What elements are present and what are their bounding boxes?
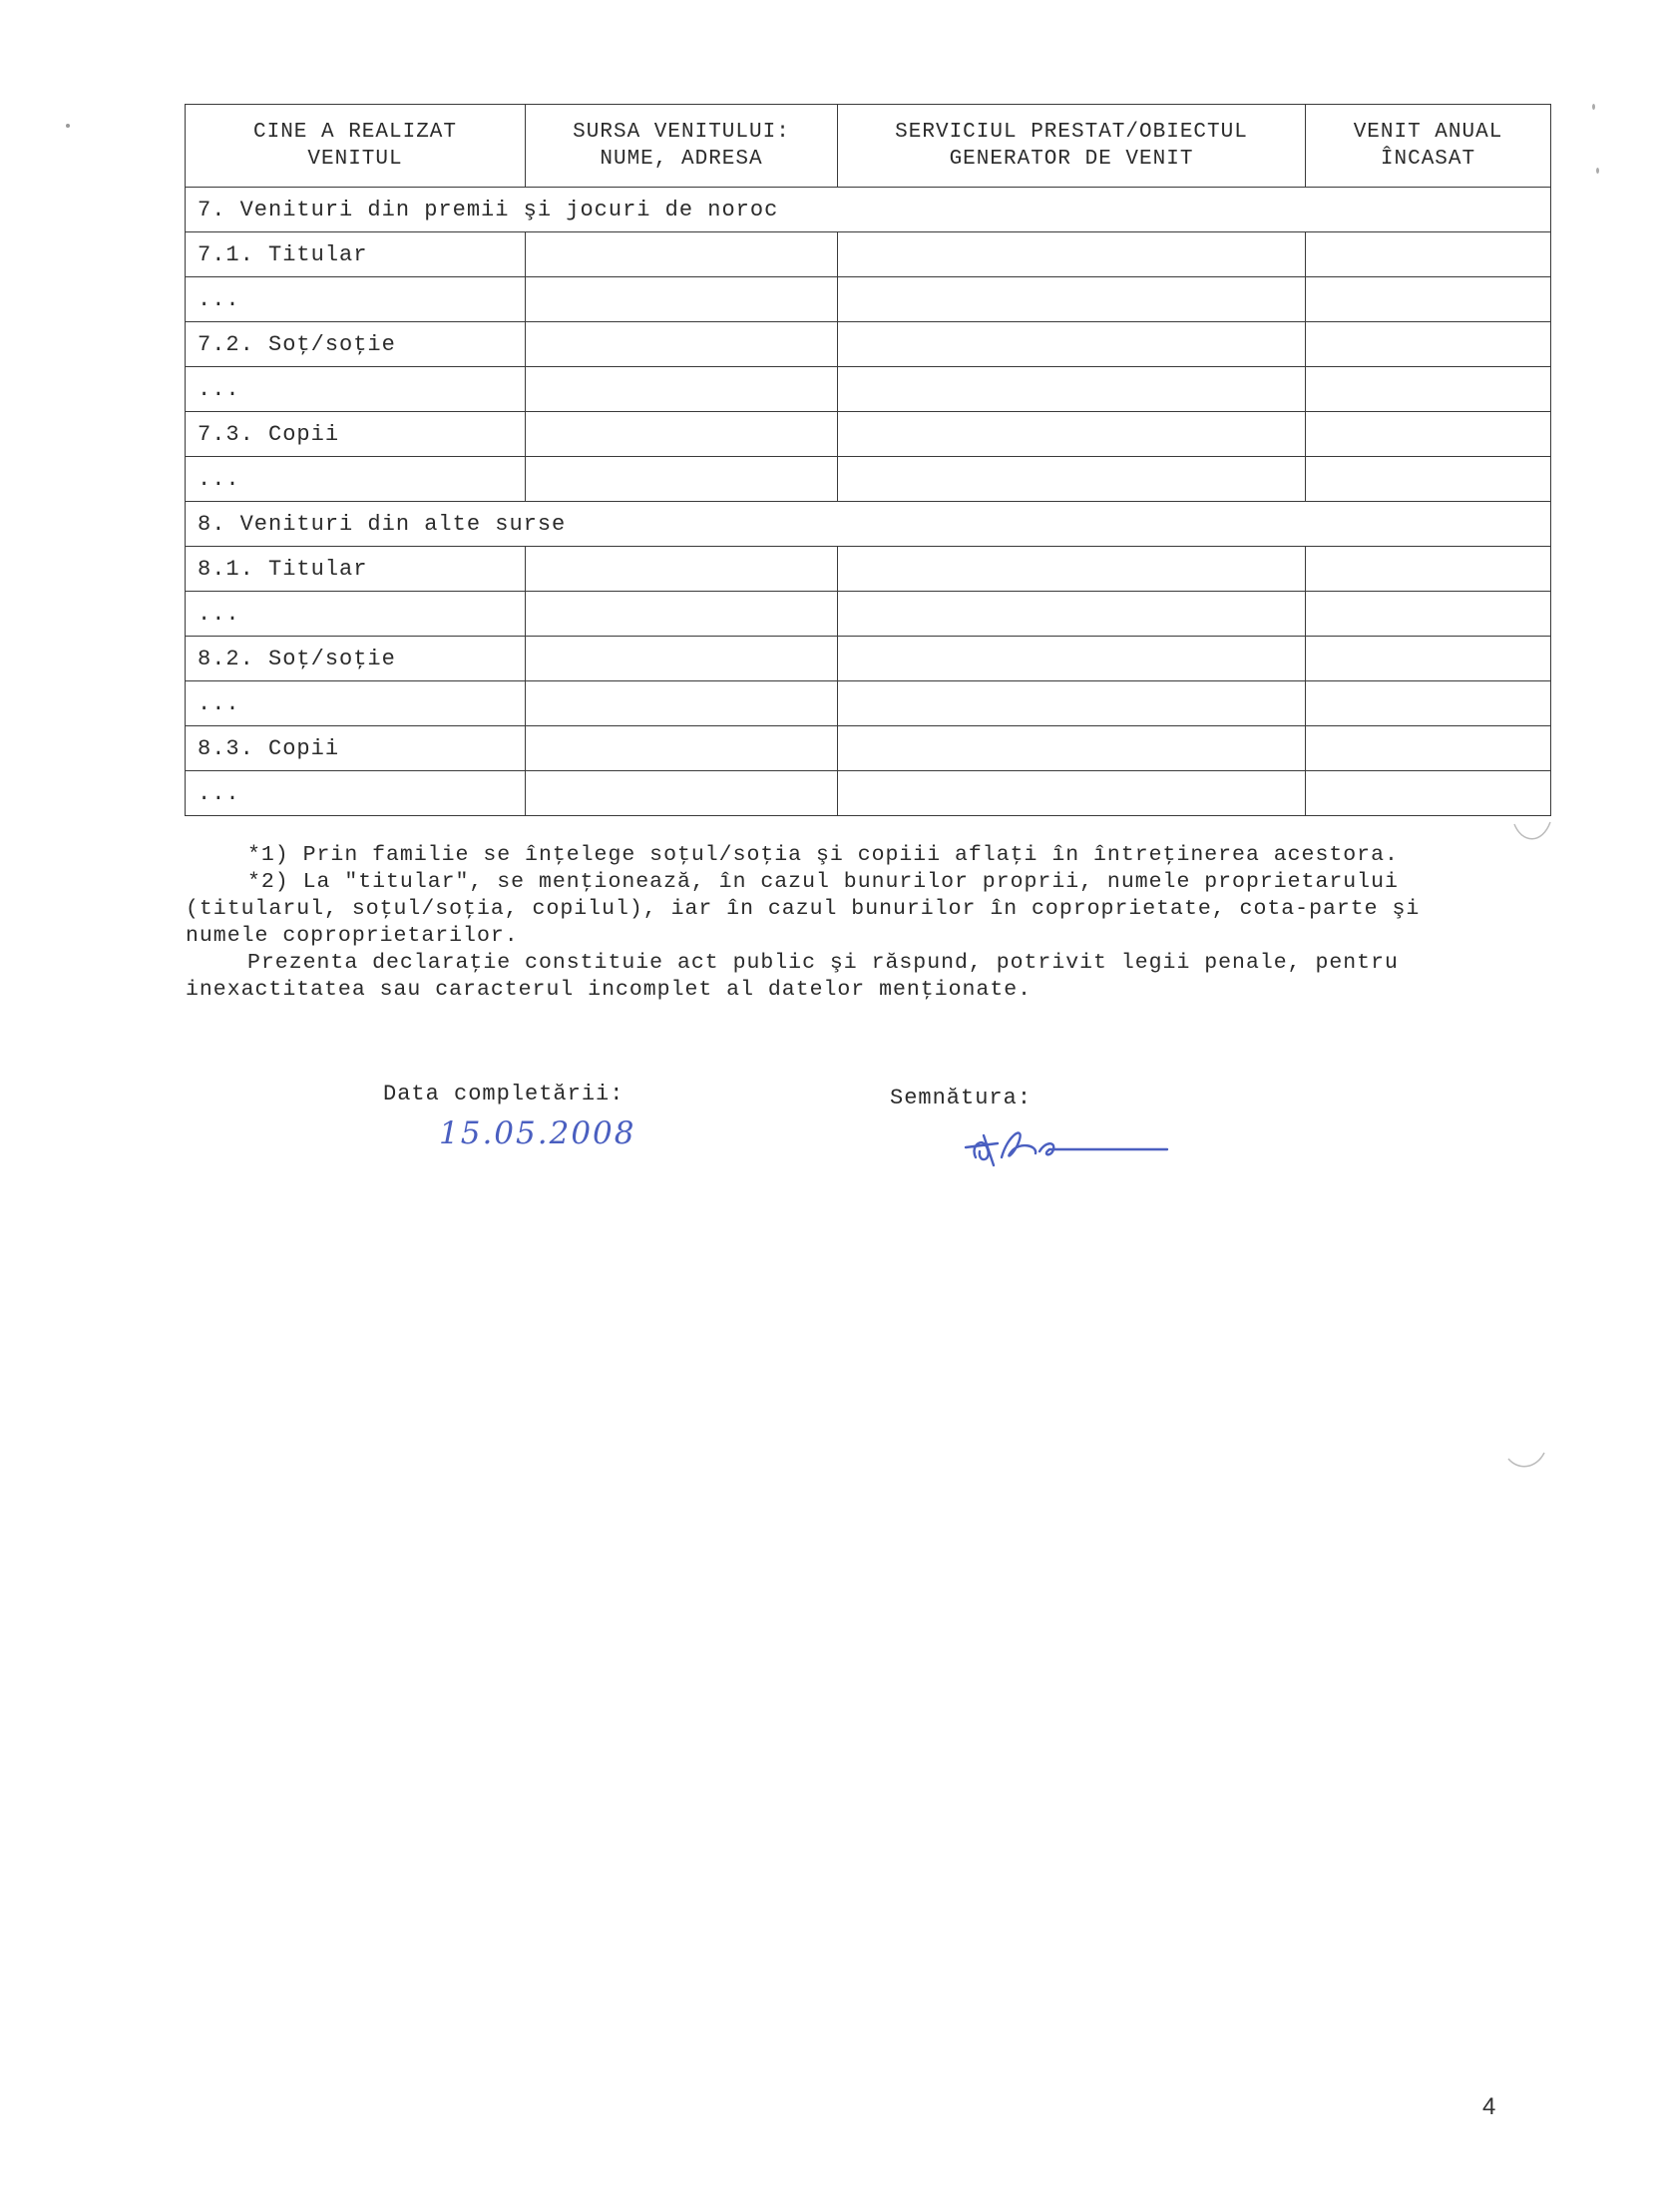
declaration-statement: Prezenta declaraţie constituie act public şi răspund, potrivit legii penale, pentru inexactitatea sau caracterul incomplet al datelor menţionate. xyxy=(186,951,1399,1002)
row-label: ... xyxy=(186,277,526,322)
header-cine: CINE A REALIZAT VENITUL xyxy=(186,105,526,188)
row-label: ... xyxy=(186,681,526,726)
date-label: Data completării: xyxy=(383,1082,624,1106)
footnote-2: *2) La "titular", se menţionează, în cazul bunurilor proprii, numele proprietarului (titularul, soţul/soţia, copilul), iar în cazul bunurilor în coproprietate, cota-parte şi numele coproprietarilor. xyxy=(186,870,1421,948)
row-label: 8.3. Copii xyxy=(186,726,526,771)
date-handwritten: 15.05.2008 xyxy=(439,1115,636,1151)
row-label: 8.2. Soţ/soţie xyxy=(186,637,526,681)
header-venit: VENIT ANUAL ÎNCASAT xyxy=(1306,105,1551,188)
table-row xyxy=(186,592,1551,637)
table-row xyxy=(186,771,1551,816)
header-sursa: SURSA VENITULUI: NUME, ADRESA xyxy=(526,105,838,188)
income-table xyxy=(185,104,1551,816)
row-label: 7.3. Copii xyxy=(186,412,526,457)
table-row xyxy=(186,681,1551,726)
signature-image xyxy=(958,1106,1177,1175)
footnote-1: *1) Prin familie se înţelege soţul/soţia şi copiii aflaţi în întreţinerea acestora. xyxy=(247,843,1399,867)
table-row xyxy=(186,322,1551,367)
section-7-row xyxy=(186,188,1551,232)
header-serviciul: SERVICIUL PRESTAT/OBIECTUL GENERATOR DE VENIT xyxy=(838,105,1306,188)
row-label: 8.1. Titular xyxy=(186,547,526,592)
table-row xyxy=(186,367,1551,412)
section-7-title: 7. Venituri din premii şi jocuri de noroc xyxy=(186,188,1551,232)
row-label: 7.2. Soţ/soţie xyxy=(186,322,526,367)
table-row xyxy=(186,412,1551,457)
page-number: 4 xyxy=(1482,2093,1496,2120)
section-8-row xyxy=(186,502,1551,547)
row-label: ... xyxy=(186,771,526,816)
row-label: 7.1. Titular xyxy=(186,232,526,277)
row-label: ... xyxy=(186,592,526,637)
footnotes xyxy=(186,842,1452,1004)
table-row xyxy=(186,726,1551,771)
table-row xyxy=(186,232,1551,277)
signature-label: Semnătura: xyxy=(890,1086,1033,1110)
table-row xyxy=(186,277,1551,322)
hole-punch-mark xyxy=(1506,1445,1546,1475)
row-label: ... xyxy=(186,367,526,412)
table-header-row xyxy=(186,105,1551,188)
scan-speck xyxy=(66,124,70,128)
hole-punch-mark xyxy=(1512,818,1552,848)
scan-speck xyxy=(1592,104,1595,110)
scan-speck xyxy=(1596,168,1599,174)
section-8-title: 8. Venituri din alte surse xyxy=(186,502,1551,547)
table-row xyxy=(186,547,1551,592)
table-row xyxy=(186,457,1551,502)
row-label: ... xyxy=(186,457,526,502)
table-row xyxy=(186,637,1551,681)
